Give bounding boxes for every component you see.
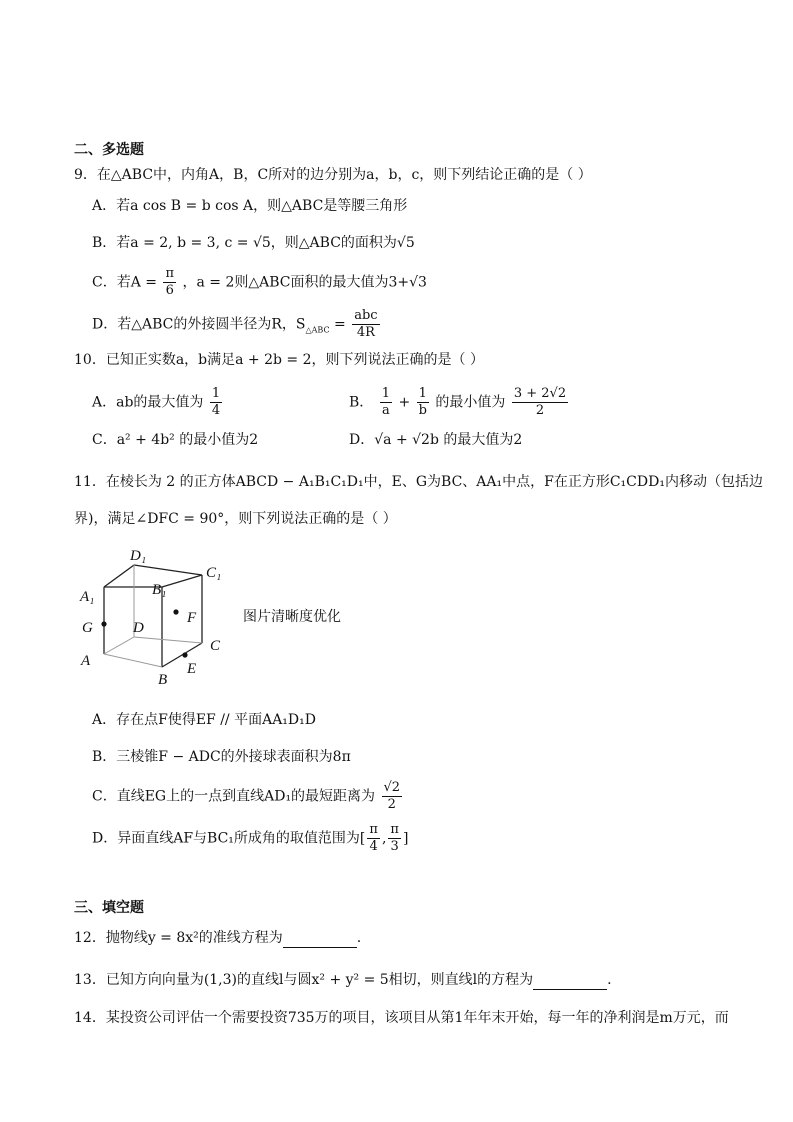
q10-a-den: 4	[211, 403, 221, 418]
q11-d-d2: 3	[390, 839, 399, 854]
q12-line	[74, 928, 361, 948]
label-g: G	[82, 620, 93, 636]
label-b: B	[158, 672, 168, 688]
q10-b-frac3	[512, 386, 568, 419]
q11-option-a: A．存在点F使得EF // 平面AA₁D₁D	[92, 712, 316, 728]
q10-option-b	[349, 386, 570, 419]
q10-b-frac1	[380, 386, 392, 419]
q10-option-a	[92, 386, 224, 419]
point-e	[182, 652, 187, 657]
q9-c-prefix: C．若A =	[92, 274, 158, 291]
q11-c-fraction	[382, 780, 403, 813]
label-f: F	[187, 610, 197, 626]
q9-option-a: A．若a cos B = b cos A，则△ABC是等腰三角形	[92, 198, 408, 214]
q9-c-suffix: ，a = 2则△ABC面积的最大值为3+√3	[182, 274, 427, 291]
label-c: C	[210, 638, 221, 654]
q9-d-sub: △ABC	[305, 325, 330, 335]
q9-d-den: 4R	[356, 325, 375, 340]
q12-period: .	[356, 930, 362, 946]
cube-figure	[70, 542, 240, 690]
q13-line	[74, 970, 612, 990]
q10-b-d2: b	[418, 403, 427, 418]
q11-d-sep: ,	[381, 830, 387, 847]
edge-d1-c1	[134, 565, 202, 575]
q9-stem: 9．在△ABC中，内角A，B，C所对的边分别为a，b，c，则下列结论正确的是（ ）	[74, 167, 592, 183]
q11-option-c	[92, 780, 404, 813]
q11-c-num: √2	[383, 780, 401, 795]
edge-d-c	[134, 637, 202, 643]
q10-b-n1: 1	[381, 386, 391, 401]
label-c1: C₁	[206, 565, 222, 581]
q10-b-mid: 的最小值为	[435, 394, 506, 411]
q10-b-plus: +	[398, 394, 411, 411]
point-f	[173, 609, 178, 614]
q10-b-n2: 1	[418, 386, 427, 401]
q11-option-d	[92, 822, 408, 855]
edge-a-d	[104, 637, 134, 654]
q10-b-d1: a	[382, 403, 390, 418]
q10-b-num: 3 + 2√2	[513, 386, 567, 401]
q11-d-frac2	[388, 822, 401, 855]
q9-d-num: abc	[354, 308, 378, 323]
q9-c-den: 6	[165, 283, 174, 298]
q10-stem: 10．已知正实数a，b满足a + 2b = 2，则下列说法正确的是（ ）	[74, 352, 484, 368]
q10-b-frac2	[417, 386, 429, 419]
q10-b-den: 2	[535, 403, 545, 418]
q11-d-n1: π	[369, 822, 378, 837]
q11-d-prefix: D．异面直线AF与BC₁所成角的取值范围为[	[92, 830, 366, 847]
q9-c-num: π	[165, 266, 175, 281]
q11-d-d1: 4	[369, 839, 378, 854]
edge-a1-d1	[104, 565, 134, 587]
q10-option-d: D．√a + √2b 的最大值为2	[349, 432, 523, 448]
figure-caption: 图片清晰度优化	[243, 609, 341, 625]
q11-stem-line1: 11．在棱长为 2 的正方体ABCD − A₁B₁C₁D₁中，E、G为BC、AA₁中点，F在正方形C₁CDD₁内移动（包括边	[74, 474, 763, 490]
q10-option-c: C．a² + 4b² 的最小值为2	[92, 432, 259, 448]
label-d: D	[133, 620, 144, 636]
q10-b-prefix: B．	[349, 394, 374, 411]
edge-a-b	[104, 654, 162, 667]
q11-c-den: 2	[387, 797, 396, 812]
q11-stem-line2: 界)，满足∠DFC = 90°，则下列说法正确的是（ ）	[74, 511, 397, 527]
label-b1: B₁	[152, 582, 167, 598]
point-g	[101, 621, 106, 626]
q13-answer-blank	[533, 975, 607, 990]
section-heading-multi-choice: 二、多选题	[74, 142, 144, 158]
q13-text: 13．已知方向向量为(1,3)的直线l与圆x² + y² = 5相切，则直线l的方程为	[74, 972, 534, 988]
q9-c-fraction	[163, 266, 176, 299]
label-d1: D₁	[130, 548, 147, 564]
q9-option-b: B．若a = 2, b = 3, c = √5，则△ABC的面积为√5	[92, 235, 415, 251]
q11-c-prefix: C．直线EG上的一点到直线AD₁的最短距离为	[92, 788, 376, 805]
q10-a-num: 1	[211, 386, 221, 401]
edge-b1-c1	[162, 575, 202, 587]
q9-d-prefix: D．若△ABC的外接圆半径为R，S	[92, 316, 306, 333]
q9-option-d	[92, 308, 382, 341]
label-e: E	[187, 661, 197, 677]
q14-line: 14．某投资公司评估一个需要投资735万的项目，该项目从第1年年末开始，每一年的净利润是m万元，而	[74, 1010, 729, 1026]
label-a: A	[81, 653, 91, 669]
q11-d-suffix: ]	[402, 830, 409, 847]
q13-period: .	[607, 972, 612, 988]
q11-d-n2: π	[390, 822, 399, 837]
q10-a-prefix: A．ab的最大值为	[92, 394, 204, 411]
q11-option-b: B．三棱锥F − ADC的外接球表面积为8π	[92, 749, 351, 765]
q9-option-c	[92, 266, 427, 299]
q12-text: 12．抛物线y = 8x²的准线方程为	[74, 930, 283, 946]
q10-a-fraction	[210, 386, 222, 419]
q9-d-fraction	[352, 308, 379, 341]
q12-answer-blank	[283, 933, 357, 948]
section-heading-fill-blank: 三、填空题	[74, 900, 144, 916]
q9-d-eq: =	[329, 316, 346, 333]
label-a1: A₁	[80, 589, 95, 605]
q11-d-frac1	[367, 822, 380, 855]
